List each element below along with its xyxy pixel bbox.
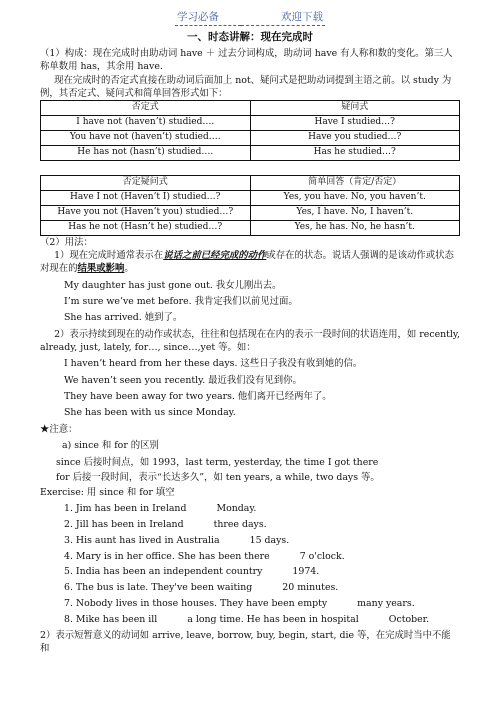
exercise-text: October. [388, 613, 430, 625]
page-header [40, 10, 460, 26]
table-cell: Have I not (Haven’t I) studied…? [41, 190, 251, 205]
exercise-text: 6. The bus is late. They've been waiting [64, 582, 253, 594]
usage-point-1 [40, 249, 460, 276]
table-header-cell: 简单回答（肯定/否定） [250, 175, 460, 190]
table-cell: He has not (hasn’t) studied…. [41, 146, 251, 161]
document-page [40, 0, 460, 655]
exercise-text: three days. [213, 518, 267, 530]
exercise-text: 20 minutes. [282, 582, 339, 594]
table-cell: Yes, he has. No, he hasn’t. [250, 220, 460, 235]
exercise-heading: Exercise: 用 since 和 for 填空 [40, 487, 175, 499]
table-row [41, 146, 460, 161]
table-row [41, 116, 460, 131]
usage-text: 。 [124, 263, 134, 275]
example-sentence: We haven’t seen you recently. 最近我们没有见到你。 [64, 374, 302, 386]
table-cell: Has he studied…? [250, 146, 460, 161]
note-heading: ★注意： [40, 423, 78, 435]
exercise-text: 7 o'clock. [299, 550, 345, 562]
note-since: since 后接时间点，如 1993，last term, yesterday, the time I got there [56, 456, 379, 468]
table-header-row [41, 101, 460, 116]
exercise-item [40, 565, 460, 578]
exercise-text: 3. His aunt has lived in Australia [64, 534, 220, 546]
note-item-a: a) since 和 for 的区别 [62, 440, 159, 452]
exercise-item [40, 502, 460, 515]
table-cell: Have I studied…? [250, 116, 460, 131]
table-negative-question-answers [40, 175, 460, 236]
exercise-item [40, 613, 460, 626]
table-row [41, 190, 460, 205]
header-left: 学习必备 [175, 10, 241, 26]
example-sentence: I haven’t heard from her these days. 这些日子我没有收到她的信。 [64, 358, 363, 370]
example-sentence: They have been away for two years. 他们离开已经两年了。 [64, 391, 332, 403]
exercise-item [40, 581, 460, 594]
table-row [41, 131, 460, 146]
exercise-item [40, 534, 460, 547]
table-cell: Has he not (Hasn’t he) studied…? [41, 220, 251, 235]
exercise-text: Monday. [216, 503, 257, 515]
table-negative-question [40, 100, 460, 161]
table-cell: Have you studied…? [250, 131, 460, 146]
table-gap [40, 161, 460, 175]
table-cell: Have you not (Haven’t you) studied…? [41, 205, 251, 220]
usage-point-2: 2）表示持续到现在的动作或状态，往往和包括现在在内的表示一段时间的状语连用，如 recently, already, just, lately, for…, since…,yet 等。如： [40, 328, 460, 354]
table-header-cell: 疑问式 [250, 101, 460, 116]
exercise-text: 1974. [292, 566, 320, 578]
emphasis-text: 说话之前已经完成的动作 [163, 250, 267, 262]
table-cell: I have not (haven’t) studied…. [41, 116, 251, 131]
example-sentence: My daughter has just gone out. 我女儿刚出去。 [64, 279, 282, 291]
exercise-text: 4. Mary is in her office. She has been there [64, 550, 270, 562]
example-sentence: I’m sure we’ve met before. 我肯定我们以前见过面。 [64, 296, 298, 308]
exercise-item [40, 597, 460, 610]
table-header-cell: 否定式 [41, 101, 251, 116]
exercise-text: 7. Nobody lives in those houses. They have been empty [64, 598, 328, 610]
example-sentence: She has been with us since Monday. [64, 407, 236, 419]
table-cell: You have not (haven’t) studied…. [41, 131, 251, 146]
table-row [41, 205, 460, 220]
section-title: 一、时态讲解：现在完成时 [187, 30, 313, 43]
table-header-cell: 否定疑问式 [41, 175, 251, 190]
emphasis-text: 结果或影响 [77, 263, 125, 275]
table-cell: Yes, you have. No, you haven’t. [250, 190, 460, 205]
usage-heading: （2）用法： [40, 236, 93, 248]
exercise-text: 15 days. [249, 534, 290, 546]
note-for: for 后接一段时间，表示“长达多久”，如 ten years, a while, two days 等。 [56, 471, 380, 483]
intro-paragraph-1: （1）构成：现在完成时由助动词 have ＋ 过去分词构成，助动词 have 有人称和数的变化。第三人称单数用 has，其余用 have. [40, 47, 453, 73]
exercise-text: 5. India has been an independent country [64, 566, 263, 578]
footer-line: 2）表示短暂意义的动词如 arrive, leave, borrow, buy, begin, start, die 等，在完成时当中不能和 [40, 629, 451, 655]
header-right: 欢迎下载 [241, 10, 325, 26]
exercise-item [40, 550, 460, 563]
intro-paragraph-2: 现在完成时的否定式直接在助动词后面加上 not、疑问式是把助动词提到主语之前。以 study 为例，其否定式、疑问式和简单回答形式如下： [40, 74, 452, 99]
usage-text: 或存在的状态。说话人强调的是该动作或状态对现在的 [40, 250, 454, 275]
exercise-text: 8. Mike has been ill [64, 613, 158, 625]
table-row [41, 220, 460, 235]
table-header-row [41, 175, 460, 190]
exercise-text: 1. Jim has been in Ireland [64, 503, 187, 515]
exercise-text: a long time. He has been in hospital [187, 613, 359, 625]
exercise-text: 2. Jill has been in Ireland [64, 518, 184, 530]
usage-text: 1）现在完成时通常表示在 [54, 250, 164, 262]
exercise-item [40, 518, 460, 531]
table-cell: Yes, I have. No, I haven’t. [250, 205, 460, 220]
example-sentence: She has arrived. 她到了。 [64, 312, 183, 324]
exercise-text: many years. [357, 598, 415, 610]
